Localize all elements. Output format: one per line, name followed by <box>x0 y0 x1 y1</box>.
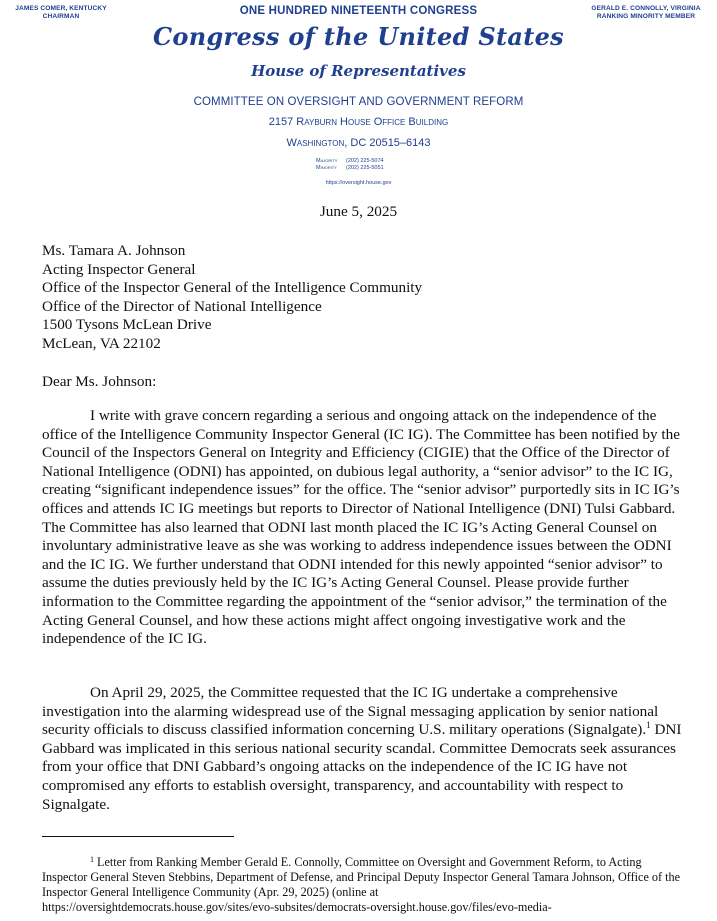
phone-numbers <box>316 158 384 172</box>
recipient-line: Acting Inspector General <box>42 260 196 278</box>
majority-phone: (202) 225-5074 <box>346 158 384 164</box>
recipient-line: McLean, VA 22102 <box>42 334 161 352</box>
congress-number: ONE HUNDRED NINETEENTH CONGRESS <box>239 5 478 17</box>
chairman-title: CHAIRMAN <box>42 13 80 20</box>
footnote-divider <box>42 836 234 837</box>
body-paragraph-1: I write with grave concern regarding a serious and ongoing attack on the independence of the office of the Intelligence Community Inspector General (IC IG). The Committee has been notified by the Council of the Inspectors General on Integrity and Efficiency (CIGIE) that the Office of the Director of National Intelligence (ODNI) has appointed, on dubious legal authority, a “senior advisor” to the IC IG, creating “significant independence issues” for the office. The “senior advisor” purportedly sits in IC IG’s offices and attends IC IG meetings but reports to Director of National Intelligence (DNI) Tulsi Gabbard. The Committee has also learned that ODNI last month placed the IC IG’s Acting General Counsel on involuntary administrative leave as she was working to address independence issues between the ODNI and the IC IG. We further understand that ODNI intended for this newly appointed “senior advisor” to assume the duties previously held by the IC IG’s Acting General Counsel. Please provide further information to the Committee regarding the appointment of the “senior advisor,” the termination of the Acting General Counsel, and how these actions might affect ongoing investigative work and the independence of the IC IG. <box>42 407 680 648</box>
committee-address: 2157 Rayburn House Office Building <box>268 116 449 128</box>
committee-name: COMMITTEE ON OVERSIGHT AND GOVERNMENT REFORM <box>193 96 524 108</box>
paragraph-2-text: On April 29, 2025, the Committee requested that the IC IG undertake a comprehensive investigation into the alarming widespread use of the Signal messaging application by senior national security officials to discuss classified information concerning U.S. military operations (Signalgate). <box>42 684 659 739</box>
footnote-reference[interactable]: 1 <box>646 720 651 731</box>
salutation: Dear Ms. Johnson: <box>42 373 157 390</box>
recipient-line: 1500 Tysons McLean Drive <box>42 316 212 334</box>
footnote-text: Letter from Ranking Member Gerald E. Connolly, Committee on Oversight and Government Reform, to Acting Inspector General Steven Stebbins, Department of Defense, and Principal Deputy Inspector General Tamara Johnson, Office of the Inspector General Intelligence Community (Apr. 29, 2025) (online at <box>42 855 680 899</box>
paragraph-2-continuation: DNI Gabbard was implicated in this serious national security scandal. Committee Democrats seek assurances from your office that DNI Gabbard’s ongoing attacks on the independence of the IC IG have not compromised any efforts to establish oversight, transparency, and accountability with respect to Signalgate. <box>42 721 682 813</box>
committee-city: Washington, DC 20515–6143 <box>286 137 431 149</box>
minority-label: Minority <box>316 165 337 171</box>
footnote <box>42 855 682 915</box>
recipient-address <box>42 242 682 354</box>
minority-phone: (202) 225-5051 <box>346 165 384 171</box>
ranking-member-title: RANKING MINORITY MEMBER <box>596 13 696 20</box>
majority-label: Majority <box>316 158 338 164</box>
recipient-line: Office of the Director of National Intelligence <box>42 297 322 315</box>
letter-date: June 5, 2025 <box>319 203 398 220</box>
footnote-mark: 1 <box>90 855 94 864</box>
body-paragraph-2 <box>42 684 682 814</box>
recipient-line: Ms. Tamara A. Johnson <box>42 242 186 259</box>
footnote-url[interactable]: https://oversightdemocrats.house.gov/sites/evo-subsites/democrats-oversight.house.gov/files/evo-media- <box>42 900 552 914</box>
committee-website: https://oversight.house.gov <box>325 180 392 186</box>
ranking-member-name: GERALD E. CONNOLLY, VIRGINIA <box>591 5 701 12</box>
chairman-name: JAMES COMER, KENTUCKY <box>15 5 107 12</box>
congress-title: Congress of the United States <box>152 22 564 51</box>
recipient-line: Office of the Inspector General of the Intelligence Community <box>42 279 423 297</box>
house-title: House of Representatives <box>251 62 466 80</box>
